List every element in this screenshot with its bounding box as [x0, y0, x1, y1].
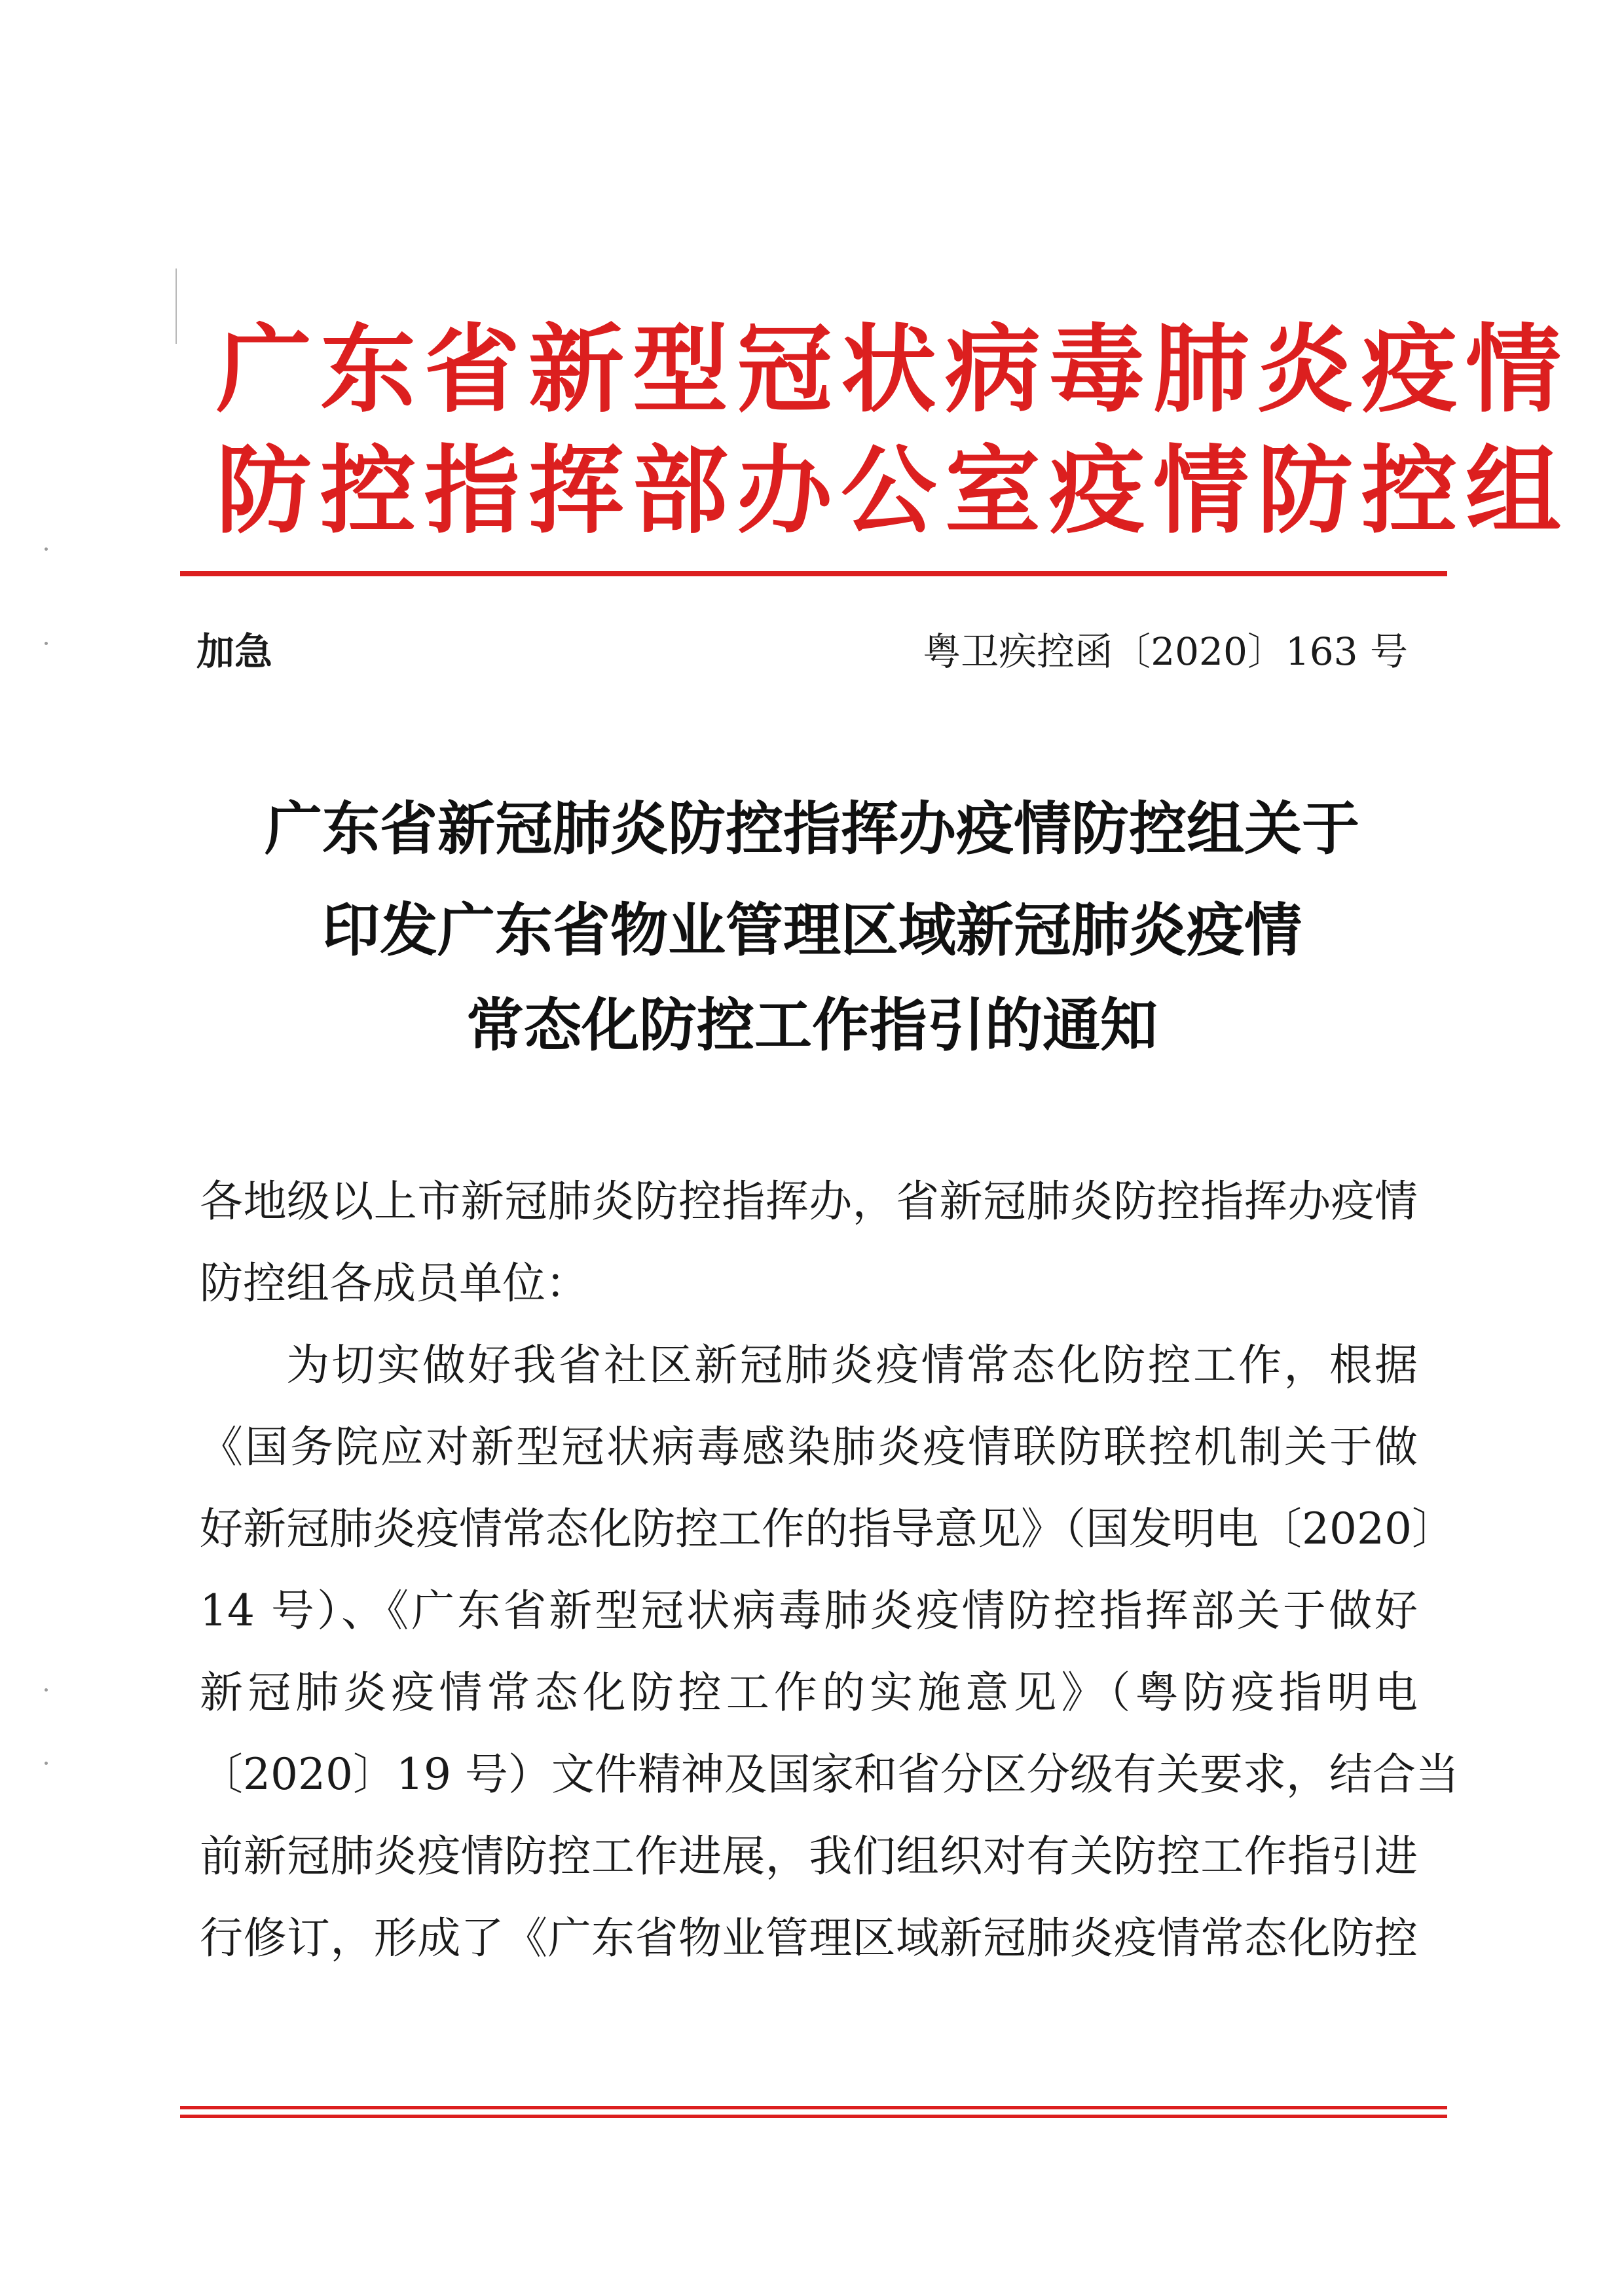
- document-title-line-2: 印发广东省物业管理区域新冠肺炎疫情: [322, 896, 1302, 964]
- red-header-rule: [180, 571, 1447, 576]
- body-line: 各地级以上市新冠肺炎防控指挥办，省新冠肺炎防控指挥办疫情: [200, 1176, 1418, 1227]
- document-number: 粤卫疾控函〔2020〕163 号: [923, 629, 1408, 674]
- body-line: 14 号）、《广东省新型冠状病毒肺炎疫情防控指挥部关于做好: [200, 1585, 1418, 1636]
- red-footer-rule: [180, 2115, 1447, 2118]
- document-title-line-3: 常态化防控工作指引的通知: [466, 991, 1158, 1059]
- body-line: 防控组各成员单位：: [200, 1258, 589, 1308]
- body-line: 前新冠肺炎疫情防控工作进展，我们组织对有关防控工作指引进: [200, 1831, 1418, 1881]
- body-line: 行修订，形成了《广东省物业管理区域新冠肺炎疫情常态化防控: [200, 1913, 1418, 1963]
- body-line: 新冠肺炎疫情常态化防控工作的实施意见》（粤防疫指明电: [200, 1667, 1418, 1718]
- scan-speck: [45, 547, 48, 551]
- issuer-header-line-1: 广东省新型冠状病毒肺炎疫情: [216, 314, 1570, 426]
- red-footer-rule: [180, 2106, 1447, 2109]
- margin-mark: [175, 268, 177, 344]
- body-line: 〔2020〕19 号）文件精神及国家和省分区分级有关要求，结合当: [200, 1749, 1459, 1800]
- urgency-label: 加急: [196, 629, 273, 674]
- body-line: 《国务院应对新型冠状病毒感染肺炎疫情联防联控机制关于做: [200, 1422, 1418, 1472]
- scan-speck: [45, 642, 48, 645]
- scan-speck: [45, 1688, 48, 1692]
- issuer-header-line-2: 防控指挥部办公室疫情防控组: [216, 435, 1570, 547]
- scan-speck: [45, 1762, 48, 1765]
- body-line: 为切实做好我省社区新冠肺炎疫情常态化防控工作，根据: [286, 1340, 1418, 1390]
- body-line: 好新冠肺炎疫情常态化防控工作的指导意见》（国发明电〔2020〕: [200, 1504, 1455, 1554]
- document-title-line-1: 广东省新冠肺炎防控指挥办疫情防控组关于: [264, 794, 1359, 862]
